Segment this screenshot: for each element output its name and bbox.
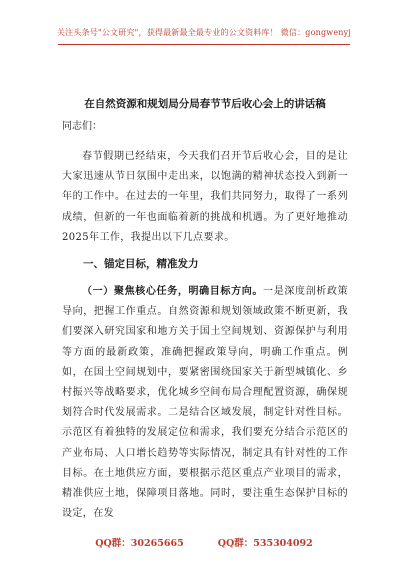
document-body [62, 96, 348, 524]
footer-qq-group-2: QQ群：535304092 [217, 538, 313, 549]
header-divider [58, 44, 350, 45]
intro-paragraph: 春节假期已经结束，今天我们召开节后收心会，目的是让大家迅速从节日氛围中走出来，以饱满的精神状态投入到新一年的工作中。在过去的一年里，我们共同努力，取得了一系列成绩，但新的一年也面临着新的挑战和机遇。为了更好地推动2025年工作，我提出以下几点要求。 [62, 151, 348, 243]
sub-heading-1-body: 一是深度剖析政策导向，把握工作重点。自然资源和规划领域政策不断更新，我们要深入研究国家和地方关于国土空间规划、资源保护与利用等方面的最新政策，准确把握政策导向，明确工作重点。例如，在国土空间规划中，要紧密围绕国家关于新型城镇化、乡村振兴等战略要求，优化城乡空间布局合理配置资源，确保规划符合时代发展需求。二是结合区域发展，制定针对性目标。示范区有着独特的发展定位和需求，我们要充分结合示范区的产业布局、人口增长趋势等实际情况，制定具有针对性的工作目标。在土地供应方面，要根据示范区重点产业项目的需求，精准供应土地，保障项目落地。同时，要注重生态保护目标的设定，在发 [62, 286, 348, 520]
header-promo-note: 关注头条号"公文研究"，获得最新最全最专业的公文资料库！ 微信：gongwenyj [56, 28, 352, 37]
footer-qq-groups [0, 535, 408, 549]
sub-heading-1: （一）聚焦核心任务，明确目标方向。 [82, 286, 264, 298]
section-1-paragraph [62, 282, 348, 524]
section-heading-1: 一、锚定目标，精准发力 [83, 258, 199, 271]
salutation: 同志们： [62, 121, 102, 132]
document-title: 在自然资源和规划局分局春节节后收心会上的讲话稿 [84, 98, 326, 110]
footer-qq-group-1: QQ群：30265665 [95, 538, 184, 549]
